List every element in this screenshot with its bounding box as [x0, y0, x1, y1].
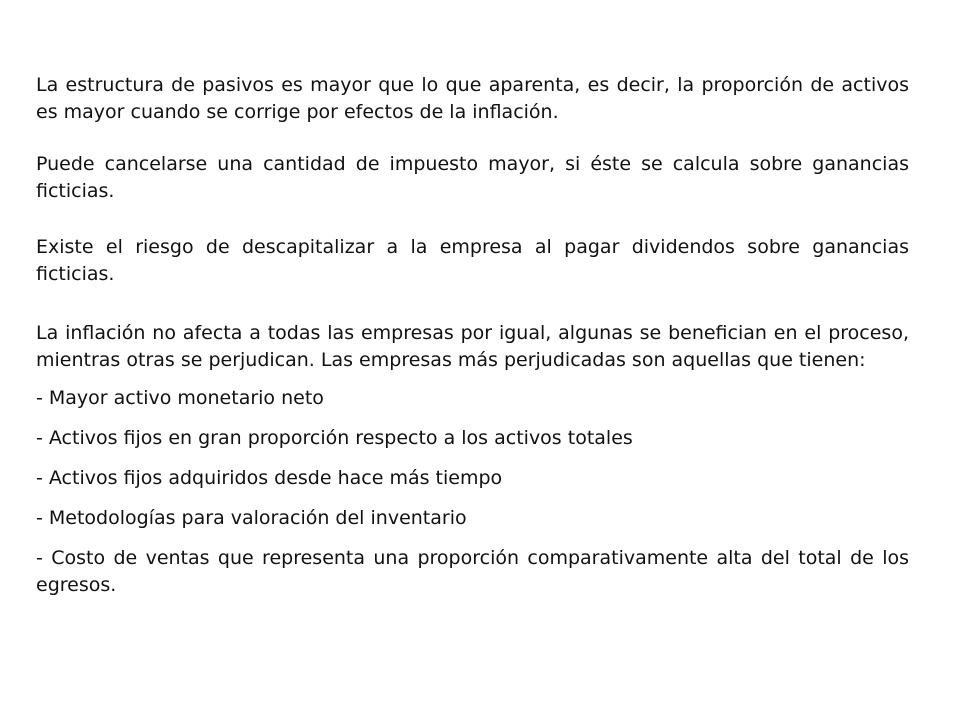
- list-item: - Metodologías para valoración del inventario: [36, 507, 467, 529]
- list-item: - Activos fijos adquiridos desde hace más tiempo: [36, 467, 503, 489]
- slide-content: [36, 72, 909, 612]
- paragraph-descapitalizar: Existe el riesgo de descapitalizar a la empresa al pagar dividendos sobre ganancias ficticias.: [36, 236, 909, 285]
- paragraph-impuesto: Puede cancelarse una cantidad de impuesto mayor, si éste se calcula sobre ganancias ficticias.: [36, 153, 909, 202]
- paragraph-inflacion: La inflación no afecta a todas las empresas por igual, algunas se benefician en el proceso, mientras otras se perjudican. Las empresas más perjudicadas son aquellas que tienen:: [36, 322, 909, 371]
- paragraph-pasivos: La estructura de pasivos es mayor que lo que aparenta, es decir, la proporción de activos es mayor cuando se corrige por efectos de la inflación.: [36, 74, 909, 123]
- affected-companies-list: [36, 385, 909, 599]
- list-item: - Costo de ventas que representa una proporción comparativamente alta del total de los egresos.: [36, 547, 909, 596]
- list-item: - Mayor activo monetario neto: [36, 387, 324, 409]
- list-item: - Activos fijos en gran proporción respecto a los activos totales: [36, 427, 633, 449]
